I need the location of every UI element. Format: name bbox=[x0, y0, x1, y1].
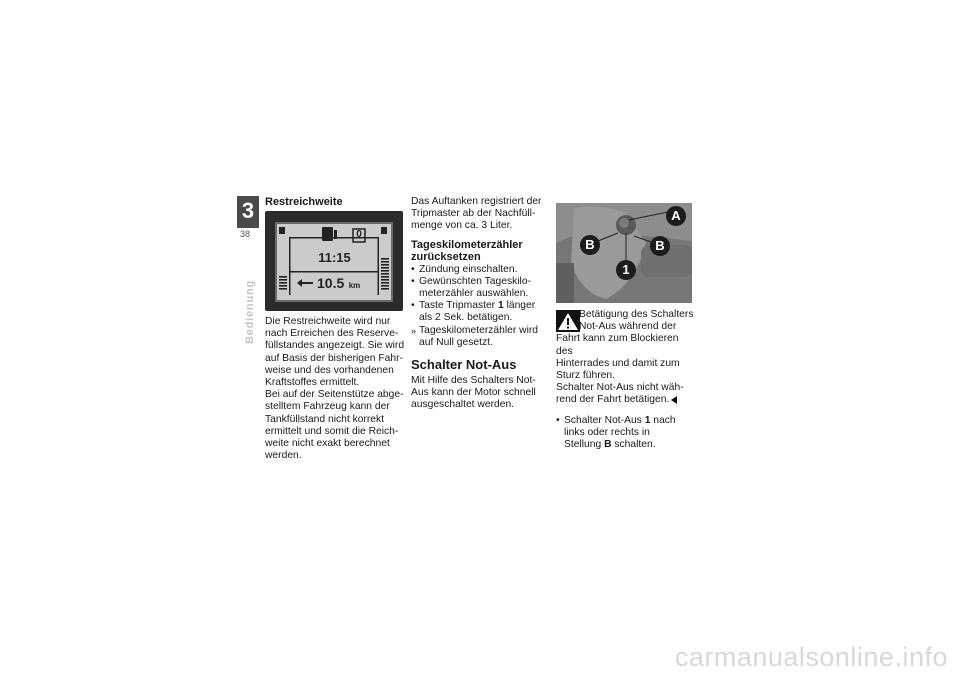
paragraph-auftanken: Das Auftanken registriert der Tripmaster ab der Nachfüll- menge von ca. 3 Liter. bbox=[411, 196, 542, 232]
section-heading-not-aus: Schalter Not-Aus bbox=[411, 357, 517, 373]
callout-1: 1 bbox=[616, 260, 636, 280]
paragraph-not-aus: Mit Hilfe des Schalters Not- Aus kann der Motor schnell ausgeschaltet werden. bbox=[411, 375, 536, 411]
chapter-number: 3 bbox=[241, 198, 255, 223]
display-range: 10.5 bbox=[317, 275, 345, 291]
callout-a: A bbox=[666, 206, 686, 226]
section-heading-restreichweite: Restreichweite bbox=[265, 196, 343, 208]
chapter-side-label: Bedienung bbox=[244, 279, 256, 345]
step-tageskilometer-auswaehlen: • Gewünschten Tageskilo- meterzähler auswählen. bbox=[411, 276, 553, 300]
dashboard-display-photo bbox=[265, 211, 403, 311]
end-mark-icon bbox=[671, 396, 677, 404]
warning-not-aus: Betätigung des Schalters Not-Aus während der Fahrt kann zum Blockieren des Hinterrades und damit zum Sturz führen. Schalter Not-Aus nicht wäh- rend der Fahrt betätigen. bbox=[556, 309, 694, 406]
display-time: 11:15 bbox=[318, 250, 351, 265]
paragraph-restreichweite-1: Die Restreichweite wird nur nach Erreichen des Reserve- füllstandes angezeigt. Sie wird auf Basis der bisherigen Fahr- weise und des vorhandenen Kraftstoffes ermittelt. bbox=[265, 316, 405, 389]
step-zuendung: • Zündung einschalten. bbox=[411, 264, 553, 276]
watermark: carmanualsonline.info bbox=[674, 642, 948, 672]
step-not-aus-schalten: • Schalter Not-Aus 1 nach links oder rechts in Stellung B schalten. bbox=[556, 415, 696, 452]
handlebar-switch-photo bbox=[556, 203, 692, 303]
result-zurueckgesetzt: » Tageskilometerzähler wird auf Null gesetzt. bbox=[411, 325, 553, 349]
callout-b-right: B bbox=[650, 236, 670, 256]
page-number: 38 bbox=[240, 229, 251, 239]
section-heading-tageskilometer: Tageskilometerzähler zurücksetzen bbox=[411, 238, 523, 264]
display-gear: 0 bbox=[356, 229, 362, 240]
step-taste-tripmaster: • Taste Tripmaster 1 länger als 2 Sek. betätigen. bbox=[411, 300, 553, 324]
display-range-unit: km bbox=[348, 281, 361, 290]
paragraph-restreichweite-2: Bei auf der Seitenstütze abge- stelltem Fahrzeug kann der Tankfüllstand nicht korrekt ermittelt und somit die Reich- weite nicht exakt berechnet werden. bbox=[265, 389, 404, 462]
callout-b-left: B bbox=[580, 235, 600, 255]
